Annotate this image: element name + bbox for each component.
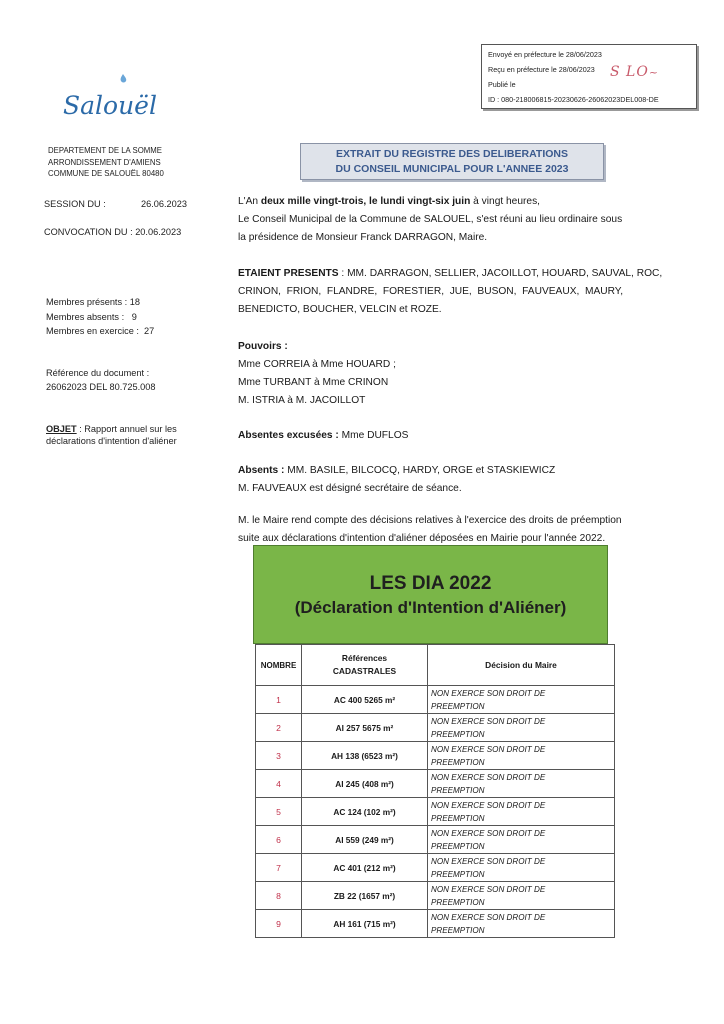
dia-subtitle: (Déclaration d'Intention d'Aliéner) <box>294 598 567 617</box>
intro-paragraph <box>238 193 663 247</box>
document-ref-label: Référence du document : <box>46 368 150 378</box>
decision-line-1: NON EXERCE SON DROIT DE <box>431 744 546 754</box>
objet-text-2: déclarations d'intention d'aliéner <box>46 436 177 446</box>
document-ref-value: 26062023 DEL 80.725.008 <box>46 382 156 392</box>
row-number: 9 <box>256 910 302 938</box>
decision-line-1: NON EXERCE SON DROIT DE <box>431 912 546 922</box>
mayor-decision <box>428 826 615 854</box>
logo-drop-icon <box>118 74 128 84</box>
department-block <box>48 145 164 180</box>
absents-label: Absents : <box>238 465 285 476</box>
cadastral-reference: AC 124 (102 m²) <box>302 798 428 826</box>
absents-value: MM. BASILE, BILCOCQ, HARDY, ORGE et STASKIEWICZ <box>284 465 556 476</box>
row-number: 1 <box>256 686 302 714</box>
pouvoir-3: M. ISTRIA à M. JACOILLOT <box>238 395 366 406</box>
decision-line-2: PREEMPTION <box>431 701 485 711</box>
table-row <box>256 714 615 742</box>
cadastral-reference: AI 559 (249 m²) <box>302 826 428 854</box>
decision-line-2: PREEMPTION <box>431 869 485 879</box>
cadastral-reference: AI 245 (408 m²) <box>302 770 428 798</box>
excusees-value: Mme DUFLOS <box>338 430 409 441</box>
decision-line-1: NON EXERCE SON DROIT DE <box>431 856 546 866</box>
dia-table-header <box>256 645 615 686</box>
presents-line-2: CRINON, FRION, FLANDRE, FORESTIER, JUE, BUSON, FAUVEAUX, MAURY, <box>238 286 624 297</box>
cadastral-reference: AC 400 5265 m² <box>302 686 428 714</box>
compte-line-1: M. le Maire rend compte des décisions relatives à l'exercice des droits de préemption <box>238 515 622 526</box>
row-number: 8 <box>256 882 302 910</box>
session-date: 26.06.2023 <box>141 199 187 209</box>
cadastral-reference: AH 161 (715 m²) <box>302 910 428 938</box>
pouvoir-1: Mme CORREIA à Mme HOUARD ; <box>238 359 396 370</box>
members-absent: Membres absents : 9 <box>46 312 137 322</box>
intro-c: à vingt heures, <box>470 196 540 207</box>
col-header-number: NOMBRE <box>256 645 302 686</box>
mayor-decision <box>428 798 615 826</box>
town-logo: Salouël <box>63 91 157 120</box>
mayor-decision <box>428 686 615 714</box>
pouvoir-2: Mme TURBANT à Mme CRINON <box>238 377 389 388</box>
decision-line-2: PREEMPTION <box>431 925 485 935</box>
table-row <box>256 910 615 938</box>
decision-line-2: PREEMPTION <box>431 757 485 767</box>
intro-line-2: Le Conseil Municipal de la Commune de SALOUEL, s'est réuni au lieu ordinaire sous <box>238 214 623 225</box>
cadastral-reference: AC 401 (212 m²) <box>302 854 428 882</box>
references-label: Références CADASTRALES <box>332 653 397 676</box>
excusees-line <box>238 427 408 445</box>
intro-date: deux mille vingt-trois, le lundi vingt-six juin <box>260 196 471 207</box>
session-label: SESSION DU : <box>44 199 106 209</box>
compte-line-2: suite aux déclarations d'intention d'aliéner déposées en Mairie pour l'année 2022. <box>238 533 606 544</box>
presents-label: ETAIENT PRESENTS <box>238 268 339 279</box>
handwritten-signature: S LO~ <box>610 64 660 80</box>
decision-line-2: PREEMPTION <box>431 785 485 795</box>
stamp-published: Publié le <box>488 80 516 89</box>
mayor-decision <box>428 714 615 742</box>
banner-line-2: DU CONSEIL MUNICIPAL POUR L'ANNEE 2023 <box>335 163 569 175</box>
decision-line-2: PREEMPTION <box>431 813 485 823</box>
department-line: DEPARTEMENT DE LA SOMME <box>48 146 162 155</box>
row-number: 7 <box>256 854 302 882</box>
arrondissement-line: ARRONDISSEMENT D'AMIENS <box>48 157 161 167</box>
decision-line-1: NON EXERCE SON DROIT DE <box>431 800 546 810</box>
mayor-decision <box>428 854 615 882</box>
objet-label: OBJET <box>46 424 77 434</box>
mayor-decision <box>428 882 615 910</box>
decision-line-1: NON EXERCE SON DROIT DE <box>431 884 546 894</box>
table-row <box>256 798 615 826</box>
cadastral-reference: AI 257 5675 m² <box>302 714 428 742</box>
presents-line-1: : MM. DARRAGON, SELLIER, JACOILLOT, HOUARD, SAUVAL, ROC, <box>338 268 663 279</box>
members-in-office: Membres en exercice : 27 <box>46 326 155 336</box>
table-row <box>256 742 615 770</box>
table-row <box>256 882 615 910</box>
objet-text-1: : Rapport annuel sur les <box>76 424 177 434</box>
decision-line-2: PREEMPTION <box>431 841 485 851</box>
compte-paragraph <box>238 512 683 548</box>
objet-block <box>46 423 177 447</box>
stamp-id: ID : 080-218006815-20230626-26062023DEL008-DE <box>488 95 659 104</box>
pouvoirs-label: Pouvoirs : <box>238 341 288 352</box>
presents-paragraph <box>238 265 663 319</box>
convocation-date: CONVOCATION DU : 20.06.2023 <box>44 227 182 237</box>
mayor-decision <box>428 770 615 798</box>
secretary-line: M. FAUVEAUX est désigné secrétaire de séance. <box>238 483 462 494</box>
dia-title: LES DIA 2022 <box>369 573 492 594</box>
cadastral-reference: ZB 22 (1657 m²) <box>302 882 428 910</box>
register-banner <box>300 143 604 180</box>
decision-line-1: NON EXERCE SON DROIT DE <box>431 716 546 726</box>
col-header-references <box>302 645 428 686</box>
banner-line-1: EXTRAIT DU REGISTRE DES DELIBERATIONS <box>336 148 568 160</box>
table-row <box>256 770 615 798</box>
row-number: 2 <box>256 714 302 742</box>
prefecture-stamp <box>481 44 697 109</box>
dia-title-block <box>253 545 608 644</box>
mayor-decision <box>428 742 615 770</box>
table-row <box>256 854 615 882</box>
decision-line-1: NON EXERCE SON DROIT DE <box>431 772 546 782</box>
row-number: 5 <box>256 798 302 826</box>
intro-a: L'An <box>238 196 261 207</box>
stamp-sent-date: Envoyé en préfecture le 28/06/2023 <box>488 50 602 59</box>
mayor-decision <box>428 910 615 938</box>
col-header-decision: Décision du Maire <box>428 645 615 686</box>
cadastral-reference: AH 138 (6523 m²) <box>302 742 428 770</box>
row-number: 4 <box>256 770 302 798</box>
intro-line-3: la présidence de Monsieur Franck DARRAGON, Maire. <box>238 232 488 243</box>
dia-table <box>255 644 615 938</box>
absents-paragraph <box>238 462 663 498</box>
row-number: 6 <box>256 826 302 854</box>
presents-line-3: BENEDICTO, BOUCHER, VELCIN et ROZE. <box>238 304 442 315</box>
decision-line-2: PREEMPTION <box>431 729 485 739</box>
decision-line-1: NON EXERCE SON DROIT DE <box>431 828 546 838</box>
excusees-label: Absentes excusées : <box>238 430 339 441</box>
table-row <box>256 686 615 714</box>
decision-line-2: PREEMPTION <box>431 897 485 907</box>
table-row <box>256 826 615 854</box>
members-present: Membres présents : 18 <box>46 297 140 307</box>
row-number: 3 <box>256 742 302 770</box>
pouvoirs-paragraph <box>238 338 663 410</box>
commune-line: COMMUNE DE SALOUËL 80480 <box>48 169 164 178</box>
stamp-received-date: Reçu en préfecture le 28/06/2023 <box>488 65 595 74</box>
decision-line-1: NON EXERCE SON DROIT DE <box>431 688 546 698</box>
